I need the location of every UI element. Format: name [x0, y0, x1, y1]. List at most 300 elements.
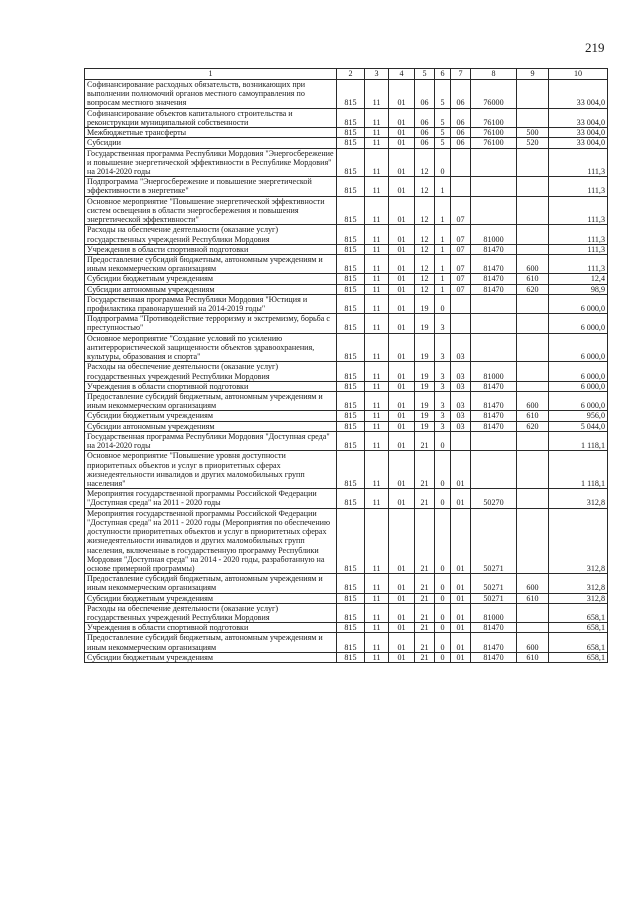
cell-amount: 312,8 — [549, 593, 608, 603]
cell-expense-type — [517, 381, 549, 391]
cell-section: 11 — [365, 593, 389, 603]
cell-activity: 01 — [451, 652, 471, 662]
cell-section: 11 — [365, 392, 389, 411]
cell-activity: 07 — [451, 284, 471, 294]
cell-subsection: 01 — [389, 333, 415, 362]
row-name: Основное мероприятие "Создание условий по усилению антитеррористической защищенности объектов здравоохранения, культуры, образования и спорта" — [85, 333, 337, 362]
row-name: Субсидии бюджетным учреждениям — [85, 411, 337, 421]
table-row — [85, 254, 608, 273]
cell-subprogram: 3 — [435, 314, 451, 333]
cell-activity: 06 — [451, 138, 471, 148]
table-row — [85, 362, 608, 381]
cell-admin-code: 815 — [337, 362, 365, 381]
table-row — [85, 574, 608, 593]
table-row — [85, 652, 608, 662]
cell-amount: 33 004,0 — [549, 138, 608, 148]
cell-program: 21 — [415, 652, 435, 662]
cell-activity: 06 — [451, 108, 471, 127]
table-row — [85, 489, 608, 508]
cell-section: 11 — [365, 196, 389, 225]
cell-subsection: 01 — [389, 128, 415, 138]
cell-amount: 6 000,0 — [549, 362, 608, 381]
cell-expense-type — [517, 177, 549, 196]
table-row — [85, 138, 608, 148]
cell-amount: 33 004,0 — [549, 128, 608, 138]
cell-amount: 956,0 — [549, 411, 608, 421]
cell-direction: 81470 — [471, 623, 517, 633]
cell-program: 12 — [415, 284, 435, 294]
table-row — [85, 148, 608, 177]
cell-program: 19 — [415, 411, 435, 421]
cell-section: 11 — [365, 148, 389, 177]
cell-activity: 01 — [451, 574, 471, 593]
cell-section: 11 — [365, 381, 389, 391]
cell-amount: 658,1 — [549, 603, 608, 622]
cell-expense-type — [517, 225, 549, 244]
cell-subprogram: 0 — [435, 294, 451, 313]
cell-subprogram: 0 — [435, 508, 451, 574]
cell-expense-type: 610 — [517, 274, 549, 284]
cell-direction: 81470 — [471, 274, 517, 284]
cell-subprogram: 1 — [435, 244, 451, 254]
cell-amount: 98,9 — [549, 284, 608, 294]
cell-amount: 33 004,0 — [549, 108, 608, 127]
cell-amount: 111,3 — [549, 244, 608, 254]
table-row — [85, 392, 608, 411]
cell-program: 21 — [415, 593, 435, 603]
cell-expense-type — [517, 603, 549, 622]
cell-amount: 312,8 — [549, 508, 608, 574]
table-row — [85, 431, 608, 450]
cell-subprogram: 0 — [435, 603, 451, 622]
cell-subsection: 01 — [389, 244, 415, 254]
cell-admin-code: 815 — [337, 80, 365, 109]
cell-subprogram: 1 — [435, 177, 451, 196]
cell-subsection: 01 — [389, 381, 415, 391]
cell-subprogram: 1 — [435, 254, 451, 273]
table-row — [85, 593, 608, 603]
cell-subsection: 01 — [389, 451, 415, 489]
table-row — [85, 108, 608, 127]
row-name: Предоставление субсидий бюджетным, автономным учреждениям и иным некоммерческим организациям — [85, 392, 337, 411]
cell-expense-type — [517, 314, 549, 333]
cell-direction — [471, 196, 517, 225]
cell-activity: 03 — [451, 411, 471, 421]
cell-activity — [451, 314, 471, 333]
cell-direction: 81470 — [471, 381, 517, 391]
cell-activity: 01 — [451, 489, 471, 508]
cell-subprogram: 5 — [435, 108, 451, 127]
cell-subprogram: 3 — [435, 421, 451, 431]
cell-program: 21 — [415, 574, 435, 593]
cell-direction: 81000 — [471, 225, 517, 244]
table-row — [85, 314, 608, 333]
cell-program: 12 — [415, 274, 435, 284]
cell-direction — [471, 451, 517, 489]
cell-direction — [471, 148, 517, 177]
cell-subsection: 01 — [389, 603, 415, 622]
cell-activity — [451, 294, 471, 313]
cell-admin-code: 815 — [337, 333, 365, 362]
row-name: Расходы на обеспечение деятельности (оказание услуг) государственных учреждений Республики Мордовия — [85, 603, 337, 622]
cell-subprogram: 3 — [435, 362, 451, 381]
cell-program: 21 — [415, 489, 435, 508]
cell-activity: 01 — [451, 451, 471, 489]
cell-section: 11 — [365, 508, 389, 574]
cell-admin-code: 815 — [337, 284, 365, 294]
cell-expense-type: 610 — [517, 593, 549, 603]
cell-subsection: 01 — [389, 633, 415, 652]
table-row — [85, 333, 608, 362]
cell-subsection: 01 — [389, 652, 415, 662]
cell-subsection: 01 — [389, 411, 415, 421]
table-row — [85, 244, 608, 254]
cell-amount: 312,8 — [549, 574, 608, 593]
col-header: 2 — [337, 69, 365, 80]
table-row — [85, 411, 608, 421]
cell-subsection: 01 — [389, 392, 415, 411]
cell-admin-code: 815 — [337, 411, 365, 421]
cell-expense-type: 600 — [517, 633, 549, 652]
cell-program: 06 — [415, 128, 435, 138]
cell-direction — [471, 294, 517, 313]
cell-activity: 01 — [451, 603, 471, 622]
cell-expense-type — [517, 148, 549, 177]
cell-section: 11 — [365, 489, 389, 508]
cell-amount: 312,8 — [549, 489, 608, 508]
cell-subsection: 01 — [389, 314, 415, 333]
cell-subprogram: 3 — [435, 392, 451, 411]
row-name: Основное мероприятие "Повышение энергетической эффективности систем освещения в области энергосбережения и повышения энергетической эффективности" — [85, 196, 337, 225]
cell-admin-code: 815 — [337, 431, 365, 450]
cell-subsection: 01 — [389, 177, 415, 196]
cell-subsection: 01 — [389, 421, 415, 431]
cell-activity: 07 — [451, 225, 471, 244]
cell-subsection: 01 — [389, 225, 415, 244]
cell-section: 11 — [365, 451, 389, 489]
cell-activity — [451, 431, 471, 450]
cell-expense-type — [517, 431, 549, 450]
cell-amount: 1 118,1 — [549, 431, 608, 450]
cell-admin-code: 815 — [337, 138, 365, 148]
cell-expense-type — [517, 108, 549, 127]
cell-expense-type: 600 — [517, 392, 549, 411]
cell-admin-code: 815 — [337, 314, 365, 333]
cell-admin-code: 815 — [337, 294, 365, 313]
cell-activity: 06 — [451, 80, 471, 109]
cell-amount: 111,3 — [549, 177, 608, 196]
cell-subsection: 01 — [389, 148, 415, 177]
row-name: Подпрограмма "Противодействие терроризму и экстремизму, борьба с преступностью" — [85, 314, 337, 333]
cell-amount: 111,3 — [549, 148, 608, 177]
col-header: 4 — [389, 69, 415, 80]
cell-admin-code: 815 — [337, 451, 365, 489]
cell-amount: 1 118,1 — [549, 451, 608, 489]
cell-admin-code: 815 — [337, 177, 365, 196]
cell-section: 11 — [365, 623, 389, 633]
row-name: Субсидии — [85, 138, 337, 148]
cell-activity: 07 — [451, 274, 471, 284]
cell-admin-code: 815 — [337, 244, 365, 254]
cell-activity: 07 — [451, 196, 471, 225]
cell-direction — [471, 177, 517, 196]
col-header: 8 — [471, 69, 517, 80]
row-name: Субсидии автономным учреждениям — [85, 284, 337, 294]
cell-subsection: 01 — [389, 284, 415, 294]
cell-activity: 03 — [451, 392, 471, 411]
table-row — [85, 623, 608, 633]
cell-subsection: 01 — [389, 138, 415, 148]
cell-subsection: 01 — [389, 196, 415, 225]
row-name: Государственная программа Республики Мордовия "Юстиция и профилактика правонарушений на 2014-2019 годы" — [85, 294, 337, 313]
col-header: 1 — [85, 69, 337, 80]
cell-subprogram: 1 — [435, 274, 451, 284]
cell-admin-code: 815 — [337, 381, 365, 391]
cell-amount: 33 004,0 — [549, 80, 608, 109]
cell-section: 11 — [365, 362, 389, 381]
cell-subsection: 01 — [389, 108, 415, 127]
cell-direction: 50271 — [471, 508, 517, 574]
row-name: Субсидии автономным учреждениям — [85, 421, 337, 431]
cell-section: 11 — [365, 244, 389, 254]
cell-section: 11 — [365, 314, 389, 333]
cell-admin-code: 815 — [337, 652, 365, 662]
cell-expense-type — [517, 362, 549, 381]
cell-activity — [451, 177, 471, 196]
cell-expense-type: 600 — [517, 574, 549, 593]
cell-amount: 658,1 — [549, 652, 608, 662]
cell-subprogram: 0 — [435, 652, 451, 662]
cell-admin-code: 815 — [337, 108, 365, 127]
cell-subprogram: 3 — [435, 333, 451, 362]
cell-direction: 81470 — [471, 392, 517, 411]
cell-subprogram: 1 — [435, 225, 451, 244]
col-header: 5 — [415, 69, 435, 80]
row-name: Субсидии бюджетным учреждениям — [85, 593, 337, 603]
cell-program: 12 — [415, 196, 435, 225]
row-name: Расходы на обеспечение деятельности (оказание услуг) государственных учреждений Республики Мордовия — [85, 225, 337, 244]
table-row — [85, 421, 608, 431]
cell-program: 21 — [415, 603, 435, 622]
cell-direction: 81470 — [471, 254, 517, 273]
cell-subsection: 01 — [389, 623, 415, 633]
cell-activity: 01 — [451, 508, 471, 574]
cell-direction: 81470 — [471, 421, 517, 431]
cell-expense-type: 520 — [517, 138, 549, 148]
cell-subsection: 01 — [389, 593, 415, 603]
cell-expense-type — [517, 489, 549, 508]
cell-subprogram: 0 — [435, 574, 451, 593]
cell-expense-type: 620 — [517, 421, 549, 431]
cell-section: 11 — [365, 431, 389, 450]
cell-subprogram: 0 — [435, 593, 451, 603]
cell-direction: 76100 — [471, 108, 517, 127]
cell-expense-type — [517, 294, 549, 313]
budget-table — [84, 68, 608, 663]
cell-subprogram: 0 — [435, 633, 451, 652]
cell-section: 11 — [365, 177, 389, 196]
row-name: Предоставление субсидий бюджетным, автономным учреждениям и иным некоммерческим организациям — [85, 574, 337, 593]
row-name: Субсидии бюджетным учреждениям — [85, 274, 337, 284]
cell-expense-type: 600 — [517, 254, 549, 273]
cell-direction: 81000 — [471, 603, 517, 622]
table-row — [85, 508, 608, 574]
cell-direction: 50270 — [471, 489, 517, 508]
cell-activity — [451, 148, 471, 177]
cell-expense-type: 500 — [517, 128, 549, 138]
cell-admin-code: 815 — [337, 148, 365, 177]
cell-activity: 07 — [451, 254, 471, 273]
row-name: Государственная программа Республики Мордовия "Энергосбережение и повышение энергетической эффективности в Республике Мордовия" на 2014-2020 годы — [85, 148, 337, 177]
cell-amount: 5 044,0 — [549, 421, 608, 431]
cell-expense-type — [517, 451, 549, 489]
cell-program: 12 — [415, 148, 435, 177]
cell-subsection: 01 — [389, 274, 415, 284]
cell-expense-type: 610 — [517, 652, 549, 662]
cell-admin-code: 815 — [337, 225, 365, 244]
cell-direction — [471, 431, 517, 450]
cell-activity: 06 — [451, 128, 471, 138]
table-row — [85, 196, 608, 225]
cell-amount: 111,3 — [549, 196, 608, 225]
cell-activity: 03 — [451, 381, 471, 391]
cell-section: 11 — [365, 652, 389, 662]
cell-program: 19 — [415, 421, 435, 431]
cell-subprogram: 0 — [435, 431, 451, 450]
cell-program: 19 — [415, 294, 435, 313]
cell-direction: 81470 — [471, 652, 517, 662]
cell-subprogram: 0 — [435, 489, 451, 508]
cell-admin-code: 815 — [337, 254, 365, 273]
cell-program: 21 — [415, 451, 435, 489]
table-row — [85, 603, 608, 622]
cell-subprogram: 1 — [435, 284, 451, 294]
cell-direction — [471, 314, 517, 333]
cell-section: 11 — [365, 574, 389, 593]
cell-admin-code: 815 — [337, 196, 365, 225]
cell-section: 11 — [365, 138, 389, 148]
cell-section: 11 — [365, 411, 389, 421]
cell-subsection: 01 — [389, 489, 415, 508]
cell-admin-code: 815 — [337, 128, 365, 138]
table-row — [85, 274, 608, 284]
cell-direction: 50271 — [471, 593, 517, 603]
cell-activity: 01 — [451, 623, 471, 633]
cell-subprogram: 5 — [435, 80, 451, 109]
cell-program: 19 — [415, 392, 435, 411]
cell-amount: 111,3 — [549, 225, 608, 244]
cell-amount: 6 000,0 — [549, 392, 608, 411]
cell-amount: 658,1 — [549, 633, 608, 652]
cell-subsection: 01 — [389, 508, 415, 574]
row-name: Расходы на обеспечение деятельности (оказание услуг) государственных учреждений Республики Мордовия — [85, 362, 337, 381]
cell-direction: 76100 — [471, 138, 517, 148]
cell-section: 11 — [365, 603, 389, 622]
row-name: Софинансирование объектов капитального строительства и реконструкции муниципальной собственности — [85, 108, 337, 127]
cell-activity: 01 — [451, 633, 471, 652]
cell-section: 11 — [365, 294, 389, 313]
cell-direction: 81470 — [471, 633, 517, 652]
cell-section: 11 — [365, 80, 389, 109]
cell-admin-code: 815 — [337, 421, 365, 431]
cell-section: 11 — [365, 225, 389, 244]
cell-section: 11 — [365, 284, 389, 294]
cell-subsection: 01 — [389, 80, 415, 109]
cell-expense-type: 610 — [517, 411, 549, 421]
cell-program: 12 — [415, 225, 435, 244]
col-header: 6 — [435, 69, 451, 80]
cell-direction: 81470 — [471, 411, 517, 421]
cell-admin-code: 815 — [337, 633, 365, 652]
col-header: 9 — [517, 69, 549, 80]
cell-expense-type: 620 — [517, 284, 549, 294]
cell-expense-type — [517, 508, 549, 574]
cell-program: 21 — [415, 508, 435, 574]
cell-subsection: 01 — [389, 362, 415, 381]
cell-direction: 76000 — [471, 80, 517, 109]
row-name: Софинансирование расходных обязательств, возникающих при выполнении полномочий органов местного самоуправления по вопросам местного значения — [85, 80, 337, 109]
cell-activity: 03 — [451, 362, 471, 381]
cell-program: 12 — [415, 244, 435, 254]
row-name: Субсидии бюджетным учреждениям — [85, 652, 337, 662]
table-row — [85, 294, 608, 313]
cell-activity: 07 — [451, 244, 471, 254]
table-row — [85, 633, 608, 652]
table-row — [85, 284, 608, 294]
cell-subprogram: 5 — [435, 138, 451, 148]
cell-direction: 50271 — [471, 574, 517, 593]
table-body — [85, 80, 608, 663]
cell-subprogram: 1 — [435, 196, 451, 225]
cell-program: 21 — [415, 633, 435, 652]
cell-activity: 03 — [451, 333, 471, 362]
cell-expense-type — [517, 196, 549, 225]
table-row — [85, 381, 608, 391]
row-name: Основное мероприятие "Повышение уровня доступности приоритетных объектов и услуг в приоритетных сферах жизнедеятельности инвалидов и других маломобильных групп населения" — [85, 451, 337, 489]
cell-subsection: 01 — [389, 254, 415, 273]
row-name: Предоставление субсидий бюджетным, автономным учреждениям и иным некоммерческим организациям — [85, 633, 337, 652]
cell-amount: 658,1 — [549, 623, 608, 633]
row-name: Учреждения в области спортивной подготовки — [85, 381, 337, 391]
col-header: 10 — [549, 69, 608, 80]
cell-program: 19 — [415, 381, 435, 391]
cell-subprogram: 0 — [435, 148, 451, 177]
table-row — [85, 225, 608, 244]
cell-subsection: 01 — [389, 294, 415, 313]
cell-program: 06 — [415, 108, 435, 127]
cell-activity: 01 — [451, 593, 471, 603]
cell-direction — [471, 333, 517, 362]
row-name: Учреждения в области спортивной подготовки — [85, 244, 337, 254]
cell-subprogram: 0 — [435, 451, 451, 489]
cell-program: 12 — [415, 177, 435, 196]
cell-subprogram: 0 — [435, 623, 451, 633]
table-row — [85, 80, 608, 109]
cell-admin-code: 815 — [337, 392, 365, 411]
table-row — [85, 451, 608, 489]
cell-subprogram: 3 — [435, 411, 451, 421]
row-name: Государственная программа Республики Мордовия "Доступная среда" на 2014-2020 годы — [85, 431, 337, 450]
cell-activity: 03 — [451, 421, 471, 431]
cell-admin-code: 815 — [337, 489, 365, 508]
page-number: 219 — [585, 40, 605, 55]
cell-program: 21 — [415, 623, 435, 633]
cell-section: 11 — [365, 254, 389, 273]
cell-amount: 6 000,0 — [549, 333, 608, 362]
cell-program: 21 — [415, 431, 435, 450]
cell-section: 11 — [365, 333, 389, 362]
cell-subprogram: 5 — [435, 128, 451, 138]
